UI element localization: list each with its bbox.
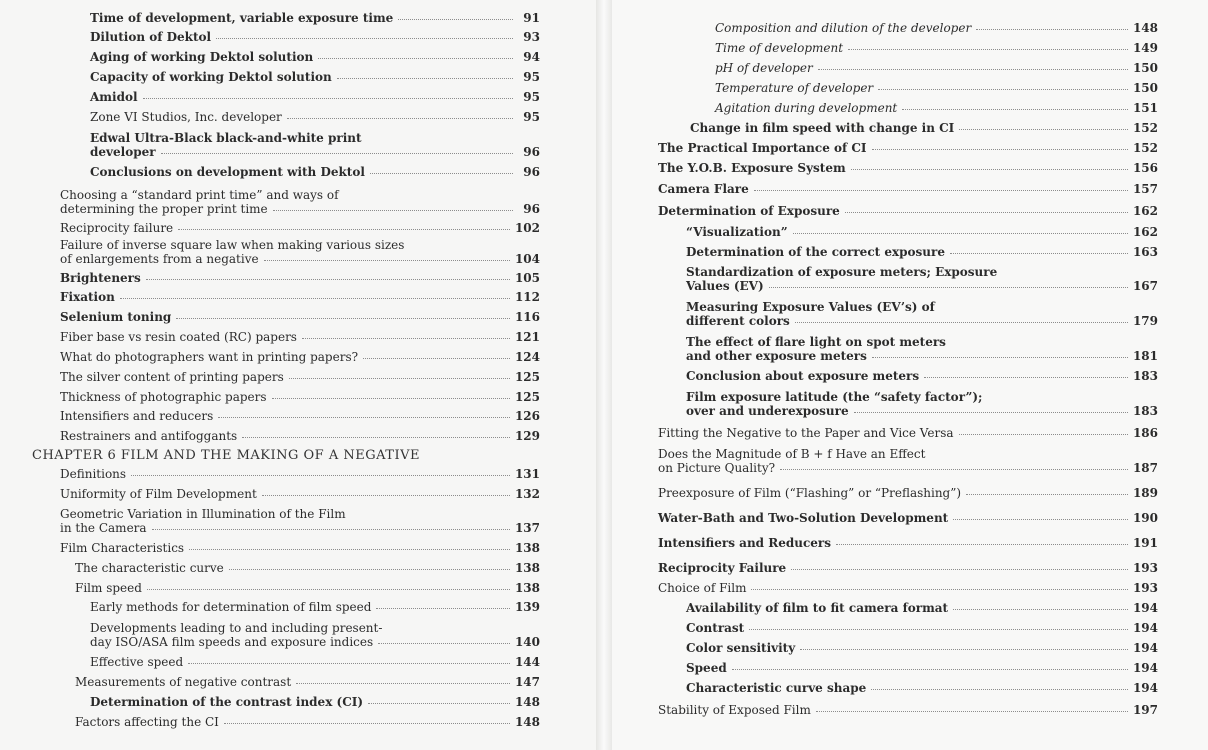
toc-entry-title: Color sensitivity bbox=[686, 641, 796, 655]
toc-page-number: 105 bbox=[514, 271, 540, 285]
toc-page-number: 157 bbox=[1132, 182, 1158, 196]
toc-entry[interactable] bbox=[686, 350, 1158, 363]
dot-leader bbox=[780, 469, 1128, 470]
toc-entry-title: Fiber base vs resin coated (RC) papers bbox=[60, 330, 297, 344]
toc-entry-title: Intensifiers and Reducers bbox=[658, 536, 831, 550]
dot-leader bbox=[318, 58, 513, 59]
dot-leader bbox=[749, 629, 1128, 630]
toc-page-number: 152 bbox=[1132, 121, 1158, 135]
toc-page-number: 183 bbox=[1132, 369, 1158, 383]
dot-leader bbox=[872, 149, 1128, 150]
dot-leader bbox=[793, 233, 1128, 234]
toc-entry-title: Dilution of Dektol bbox=[90, 30, 212, 44]
toc-page-number: 181 bbox=[1132, 349, 1158, 363]
dot-leader bbox=[754, 190, 1128, 191]
toc-entry[interactable] bbox=[75, 562, 540, 575]
toc-entry[interactable] bbox=[658, 462, 1158, 475]
toc-entry-title: Time of development bbox=[715, 41, 844, 55]
toc-entry[interactable] bbox=[715, 62, 1158, 75]
toc-entry-title: The effect of flare light on spot meters bbox=[686, 335, 946, 349]
toc-page-number: 194 bbox=[1132, 621, 1158, 635]
toc-entry[interactable] bbox=[75, 676, 540, 689]
dot-leader bbox=[262, 495, 510, 496]
toc-page-number: 150 bbox=[1132, 61, 1158, 75]
toc-entry-title: different colors bbox=[686, 314, 790, 328]
toc-entry[interactable] bbox=[60, 391, 540, 404]
toc-entry-title: What do photographers want in printing papers? bbox=[60, 350, 359, 364]
toc-page-number: 148 bbox=[514, 695, 540, 709]
toc-entry-title: Effective speed bbox=[90, 655, 184, 669]
toc-entry[interactable] bbox=[686, 315, 1158, 328]
toc-page-number: 162 bbox=[1132, 204, 1158, 218]
toc-entry-title: Speed bbox=[686, 661, 727, 675]
toc-entry[interactable] bbox=[60, 430, 540, 443]
toc-page-number: 93 bbox=[523, 30, 540, 44]
toc-page-number: 138 bbox=[514, 561, 540, 575]
dot-leader bbox=[218, 417, 510, 418]
toc-entry-title: Contrast bbox=[686, 621, 745, 635]
dot-leader bbox=[368, 703, 510, 704]
toc-entry[interactable] bbox=[686, 622, 1158, 635]
toc-page-number: 183 bbox=[1132, 404, 1158, 418]
toc-page-number: 193 bbox=[1132, 581, 1158, 595]
toc-entry-title: on Picture Quality? bbox=[658, 461, 776, 475]
toc-entry-title: determining the proper print time bbox=[60, 202, 268, 216]
toc-entry[interactable] bbox=[60, 468, 540, 481]
toc-entry[interactable] bbox=[90, 636, 540, 649]
toc-page-number: 129 bbox=[514, 429, 540, 443]
toc-entry-title: Determination of the correct exposure bbox=[686, 245, 945, 259]
toc-entry-title: Agitation during development bbox=[715, 101, 898, 115]
toc-entry-line bbox=[60, 189, 339, 202]
toc-entry-title: Reciprocity Failure bbox=[658, 561, 787, 575]
toc-entry[interactable] bbox=[60, 488, 540, 501]
toc-entry[interactable] bbox=[75, 716, 540, 729]
toc-entry[interactable] bbox=[686, 642, 1158, 655]
toc-entry-title: Values (EV) bbox=[686, 279, 764, 293]
dot-leader bbox=[176, 318, 510, 319]
toc-entry[interactable] bbox=[715, 22, 1158, 35]
toc-entry-title: Conclusions on development with Dektol bbox=[90, 165, 365, 179]
toc-entry-title: Film speed bbox=[75, 581, 142, 595]
toc-page-number: 91 bbox=[523, 11, 540, 25]
toc-page-number: 186 bbox=[1132, 426, 1158, 440]
toc-page-number: 191 bbox=[1132, 536, 1158, 550]
dot-leader bbox=[302, 338, 510, 339]
dot-leader bbox=[398, 19, 513, 20]
toc-entry-line bbox=[60, 239, 404, 252]
toc-entry-title: Temperature of developer bbox=[715, 81, 874, 95]
toc-page-number: 163 bbox=[1132, 245, 1158, 259]
toc-entry-title: Capacity of working Dektol solution bbox=[90, 70, 332, 84]
toc-entry[interactable] bbox=[658, 582, 1158, 595]
toc-entry-title: Brighteners bbox=[60, 271, 141, 285]
dot-leader bbox=[818, 69, 1128, 70]
toc-entry-title: Zone VI Studios, Inc. developer bbox=[90, 110, 282, 124]
toc-entry[interactable] bbox=[60, 371, 540, 384]
dot-leader bbox=[161, 153, 513, 154]
dot-leader bbox=[816, 711, 1128, 712]
toc-entry-title: Factors affecting the CI bbox=[75, 715, 219, 729]
toc-entry-title: Water-Bath and Two-Solution Development bbox=[658, 511, 949, 525]
toc-entry-title: Characteristic curve shape bbox=[686, 681, 867, 695]
toc-page-number: 194 bbox=[1132, 601, 1158, 615]
toc-entry-title: Time of development, variable exposure time bbox=[90, 11, 394, 25]
toc-entry[interactable] bbox=[658, 704, 1158, 717]
toc-entry-title: Measuring Exposure Values (EV’s) of bbox=[686, 300, 935, 314]
toc-page-number: 194 bbox=[1132, 661, 1158, 675]
toc-page-number: 125 bbox=[514, 370, 540, 384]
dot-leader bbox=[146, 279, 510, 280]
dot-leader bbox=[370, 173, 513, 174]
toc-page-number: 190 bbox=[1132, 511, 1158, 525]
toc-entry[interactable] bbox=[60, 410, 540, 423]
toc-page-number: 187 bbox=[1132, 461, 1158, 475]
toc-entry-title: Availability of film to fit camera format bbox=[686, 601, 949, 615]
toc-entry-title: day ISO/ASA film speeds and exposure indices bbox=[90, 635, 374, 649]
toc-page-number: 95 bbox=[523, 70, 540, 84]
toc-entry-title: of enlargements from a negative bbox=[60, 252, 259, 266]
toc-entry-title: Composition and dilution of the developer bbox=[715, 21, 972, 35]
toc-entry-title: Amidol bbox=[90, 90, 138, 104]
toc-entry-title: Early methods for determination of film speed bbox=[90, 600, 372, 614]
toc-entry-title: “Visualization” bbox=[686, 225, 788, 239]
toc-entry-title: Geometric Variation in Illumination of the Film bbox=[60, 507, 346, 521]
dot-leader bbox=[287, 118, 513, 119]
toc-entry[interactable] bbox=[90, 166, 540, 179]
toc-entry[interactable] bbox=[658, 427, 1158, 440]
toc-page-number: 121 bbox=[514, 330, 540, 344]
toc-entry-title: Standardization of exposure meters; Exposure bbox=[686, 265, 998, 279]
dot-leader bbox=[147, 589, 510, 590]
toc-entry-title: Film exposure latitude (the “safety factor”); bbox=[686, 390, 983, 404]
dot-leader bbox=[871, 689, 1128, 690]
dot-leader bbox=[854, 412, 1128, 413]
toc-page-number: 151 bbox=[1132, 101, 1158, 115]
toc-entry[interactable] bbox=[658, 205, 1158, 218]
toc-page-number: 167 bbox=[1132, 279, 1158, 293]
toc-entry-title: pH of developer bbox=[715, 61, 813, 75]
toc-entry[interactable] bbox=[658, 487, 1158, 500]
toc-page-number: 194 bbox=[1132, 681, 1158, 695]
toc-page-number: 147 bbox=[514, 675, 540, 689]
dot-leader bbox=[791, 569, 1128, 570]
toc-entry-title: Thickness of photographic papers bbox=[60, 390, 267, 404]
toc-entry[interactable] bbox=[90, 696, 540, 709]
toc-page-number: 94 bbox=[523, 50, 540, 64]
dot-leader bbox=[152, 529, 510, 530]
dot-leader bbox=[953, 609, 1128, 610]
toc-entry-title: Fixation bbox=[60, 290, 115, 304]
toc-entry-title: Selenium toning bbox=[60, 310, 172, 324]
toc-entry[interactable] bbox=[686, 370, 1158, 383]
toc-page-number: 148 bbox=[514, 715, 540, 729]
toc-entry[interactable] bbox=[90, 31, 540, 44]
toc-page-number: 148 bbox=[1132, 21, 1158, 35]
chapter-heading: CHAPTER 6 FILM AND THE MAKING OF A NEGATIVE bbox=[32, 448, 420, 463]
dot-leader bbox=[131, 475, 510, 476]
toc-page-number: 137 bbox=[514, 521, 540, 535]
dot-leader bbox=[376, 608, 510, 609]
toc-entry[interactable] bbox=[90, 91, 540, 104]
toc-entry-title: Reciprocity failure bbox=[60, 221, 174, 235]
toc-entry-title: Stability of Exposed Film bbox=[658, 703, 811, 717]
toc-page-number: 156 bbox=[1132, 161, 1158, 175]
dot-leader bbox=[188, 663, 510, 664]
dot-leader bbox=[769, 287, 1128, 288]
toc-entry[interactable] bbox=[60, 203, 540, 216]
toc-page-number: 126 bbox=[514, 409, 540, 423]
toc-page-number: 95 bbox=[523, 110, 540, 124]
dot-leader bbox=[836, 544, 1128, 545]
toc-entry[interactable] bbox=[60, 272, 540, 285]
dot-leader bbox=[751, 589, 1127, 590]
dot-leader bbox=[953, 519, 1128, 520]
dot-leader bbox=[289, 378, 510, 379]
toc-entry[interactable] bbox=[90, 71, 540, 84]
toc-page-number: 138 bbox=[514, 541, 540, 555]
toc-entry[interactable] bbox=[686, 405, 1158, 418]
dot-leader bbox=[902, 109, 1128, 110]
dot-leader bbox=[264, 260, 510, 261]
toc-page-number: 104 bbox=[514, 252, 540, 266]
toc-entry-title: and other exposure meters bbox=[686, 349, 867, 363]
dot-leader bbox=[924, 377, 1128, 378]
toc-entry-title: Aging of working Dektol solution bbox=[90, 50, 314, 64]
dot-leader bbox=[272, 398, 510, 399]
toc-entry-title: developer bbox=[90, 145, 156, 159]
toc-page-number: 150 bbox=[1132, 81, 1158, 95]
dot-leader bbox=[224, 723, 510, 724]
toc-page-number: 144 bbox=[514, 655, 540, 669]
toc-entry-title: Definitions bbox=[60, 467, 127, 481]
toc-entry[interactable] bbox=[686, 246, 1158, 259]
toc-entry[interactable] bbox=[90, 111, 540, 124]
toc-entry[interactable] bbox=[60, 522, 540, 535]
toc-entry-line bbox=[686, 266, 997, 279]
toc-page-number: 149 bbox=[1132, 41, 1158, 55]
toc-entry-line bbox=[686, 336, 946, 349]
toc-entry[interactable] bbox=[60, 542, 540, 555]
toc-entry-title: Edwal Ultra-Black black-and-white print bbox=[90, 131, 362, 145]
toc-entry[interactable] bbox=[90, 51, 540, 64]
toc-entry-title: Developments leading to and including present- bbox=[90, 621, 383, 635]
toc-page-number: 96 bbox=[523, 165, 540, 179]
toc-entry-title: Failure of inverse square law when making various sizes bbox=[60, 238, 405, 252]
toc-entry-title: Uniformity of Film Development bbox=[60, 487, 257, 501]
toc-entry[interactable] bbox=[90, 12, 540, 25]
dot-leader bbox=[848, 49, 1128, 50]
toc-entry[interactable] bbox=[686, 682, 1158, 695]
toc-entry-title: Camera Flare bbox=[658, 182, 749, 196]
toc-entry-line bbox=[90, 622, 382, 635]
toc-entry-title: Measurements of negative contrast bbox=[75, 675, 292, 689]
toc-entry-line bbox=[686, 391, 982, 404]
toc-page-number: 132 bbox=[514, 487, 540, 501]
toc-page-number: 138 bbox=[514, 581, 540, 595]
toc-entry[interactable] bbox=[60, 222, 540, 235]
toc-page-number: 102 bbox=[514, 221, 540, 235]
toc-entry-title: Choice of Film bbox=[658, 581, 747, 595]
toc-entry[interactable] bbox=[658, 537, 1158, 550]
toc-entry[interactable] bbox=[658, 562, 1158, 575]
toc-entry[interactable] bbox=[686, 280, 1158, 293]
toc-entry-title: Preexposure of Film (“Flashing” or “Preflashing”) bbox=[658, 486, 962, 500]
toc-entry[interactable] bbox=[658, 142, 1158, 155]
toc-entry[interactable] bbox=[658, 512, 1158, 525]
toc-page-number: 125 bbox=[514, 390, 540, 404]
dot-leader bbox=[229, 569, 510, 570]
dot-leader bbox=[273, 210, 513, 211]
toc-page-number: 139 bbox=[514, 600, 540, 614]
toc-page-number: 197 bbox=[1132, 703, 1158, 717]
toc-entry[interactable] bbox=[686, 226, 1158, 239]
toc-entry[interactable] bbox=[90, 601, 540, 614]
dot-leader bbox=[800, 649, 1128, 650]
toc-entry-title: Choosing a “standard print time” and ways of bbox=[60, 188, 339, 202]
toc-page-number: 124 bbox=[514, 350, 540, 364]
dot-leader bbox=[732, 669, 1128, 670]
toc-entry[interactable] bbox=[60, 291, 540, 304]
toc-page-number: 162 bbox=[1132, 225, 1158, 239]
toc-entry-line bbox=[686, 301, 935, 314]
toc-page-number: 116 bbox=[514, 310, 540, 324]
toc-entry[interactable] bbox=[686, 602, 1158, 615]
toc-entry[interactable] bbox=[658, 162, 1158, 175]
dot-leader bbox=[216, 38, 513, 39]
dot-leader bbox=[878, 89, 1128, 90]
toc-page-number: 189 bbox=[1132, 486, 1158, 500]
toc-entry-title: The Practical Importance of CI bbox=[658, 141, 867, 155]
toc-page-number: 140 bbox=[514, 635, 540, 649]
toc-entry-title: Determination of the contrast index (CI) bbox=[90, 695, 364, 709]
toc-page-number: 179 bbox=[1132, 314, 1158, 328]
toc-entry-title: Conclusion about exposure meters bbox=[686, 369, 920, 383]
dot-leader bbox=[959, 434, 1128, 435]
toc-page-number: 96 bbox=[523, 145, 540, 159]
toc-entry-line bbox=[90, 132, 362, 145]
dot-leader bbox=[337, 78, 513, 79]
toc-entry[interactable] bbox=[60, 253, 540, 266]
toc-page-number: 193 bbox=[1132, 561, 1158, 575]
dot-leader bbox=[976, 29, 1128, 30]
dot-leader bbox=[120, 298, 510, 299]
dot-leader bbox=[966, 494, 1128, 495]
toc-entry[interactable] bbox=[658, 183, 1158, 196]
toc-entry[interactable] bbox=[715, 42, 1158, 55]
toc-entry-title: Film Characteristics bbox=[60, 541, 185, 555]
toc-entry-title: The Y.O.B. Exposure System bbox=[658, 161, 846, 175]
dot-leader bbox=[851, 169, 1128, 170]
dot-leader bbox=[178, 229, 510, 230]
toc-entry[interactable] bbox=[715, 82, 1158, 95]
toc-entry[interactable] bbox=[90, 146, 540, 159]
toc-entry[interactable] bbox=[60, 351, 540, 364]
toc-entry-line bbox=[60, 508, 346, 521]
dot-leader bbox=[189, 549, 510, 550]
dot-leader bbox=[959, 129, 1128, 130]
toc-entry[interactable] bbox=[60, 331, 540, 344]
toc-entry-title: The silver content of printing papers bbox=[60, 370, 284, 384]
toc-page-number: 96 bbox=[523, 202, 540, 216]
toc-entry[interactable] bbox=[690, 122, 1158, 135]
dot-leader bbox=[363, 358, 510, 359]
toc-entry-title: Fitting the Negative to the Paper and Vice Versa bbox=[658, 426, 954, 440]
dot-leader bbox=[143, 98, 513, 99]
dot-leader bbox=[872, 357, 1128, 358]
toc-entry[interactable] bbox=[75, 582, 540, 595]
toc-entry-title: Does the Magnitude of B + f Have an Effect bbox=[658, 447, 926, 461]
toc-page-number: 112 bbox=[514, 290, 540, 304]
toc-entry-title: Restrainers and antifoggants bbox=[60, 429, 238, 443]
toc-entry-title: over and underexposure bbox=[686, 404, 849, 418]
toc-entry-line bbox=[658, 448, 925, 461]
toc-entry-title: Change in film speed with change in CI bbox=[690, 121, 955, 135]
toc-entry-title: The characteristic curve bbox=[75, 561, 224, 575]
dot-leader bbox=[378, 643, 510, 644]
book-gutter bbox=[596, 0, 612, 750]
dot-leader bbox=[795, 322, 1128, 323]
dot-leader bbox=[242, 437, 510, 438]
toc-page-number: 95 bbox=[523, 90, 540, 104]
toc-entry[interactable] bbox=[686, 662, 1158, 675]
toc-entry-title: in the Camera bbox=[60, 521, 147, 535]
dot-leader bbox=[296, 683, 510, 684]
dot-leader bbox=[845, 212, 1128, 213]
dot-leader bbox=[950, 253, 1128, 254]
toc-entry-title: Intensifiers and reducers bbox=[60, 409, 214, 423]
toc-page-number: 131 bbox=[514, 467, 540, 481]
toc-page-number: 194 bbox=[1132, 641, 1158, 655]
toc-entry-title: Determination of Exposure bbox=[658, 204, 840, 218]
toc-entry[interactable] bbox=[90, 656, 540, 669]
toc-entry[interactable] bbox=[715, 102, 1158, 115]
toc-entry[interactable] bbox=[60, 311, 540, 324]
toc-page-number: 152 bbox=[1132, 141, 1158, 155]
